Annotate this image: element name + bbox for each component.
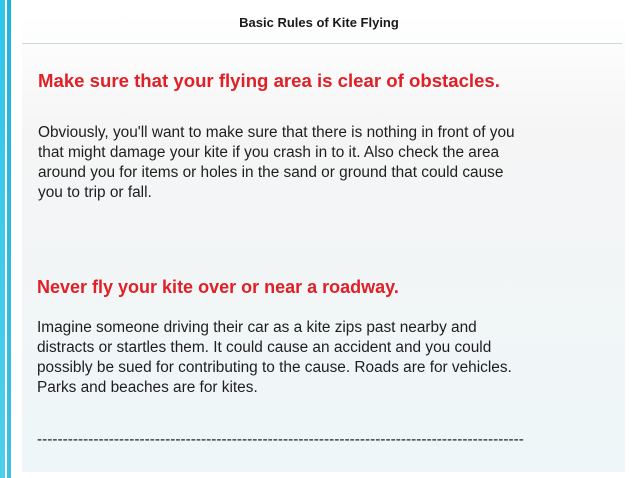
body-line: possibly be sued for contributing to the cause. Roads are for vehicles. — [37, 359, 512, 376]
body-line: you to trip or fall. — [38, 184, 152, 201]
body-line: Obviously, you'll want to make sure that there is nothing in front of you — [38, 124, 515, 141]
body-line: around you for items or holes in the sand or ground that could cause — [38, 164, 504, 181]
left-accent-bar — [0, 0, 11, 478]
section-body-roadway — [37, 318, 512, 398]
section-heading-roadway: Never fly your kite over or near a roadway. — [37, 277, 399, 297]
section-body-obstacles — [38, 123, 515, 203]
body-line: that might damage your kite if you crash in to it. Also check the area — [38, 144, 500, 161]
body-line: Imagine someone driving their car as a kite zips past nearby and — [37, 319, 477, 336]
dashed-separator: ----------------------------------------------------------------------------------------------- — [37, 431, 524, 448]
body-line: distracts or startles them. It could cause an accident and you could — [37, 339, 492, 356]
title-divider — [22, 43, 622, 44]
body-line: Parks and beaches are for kites. — [37, 379, 258, 396]
section-heading-obstacles: Make sure that your flying area is clear of obstacles. — [38, 70, 500, 91]
page-title: Basic Rules of Kite Flying — [239, 15, 399, 30]
